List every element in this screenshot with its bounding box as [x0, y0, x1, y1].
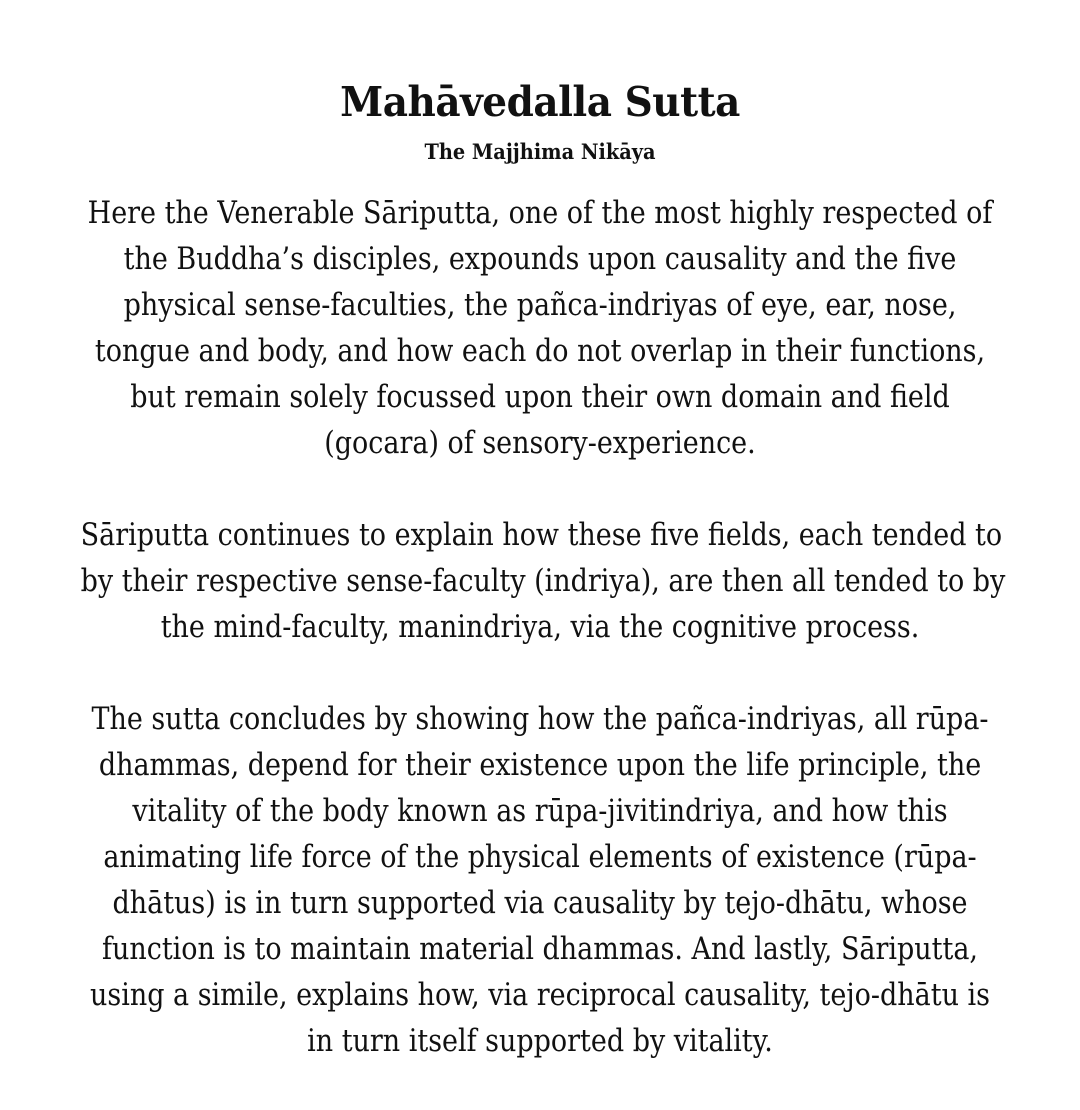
text-line: by their respective sense-faculty (indriya), are then all tended to by — [80, 563, 1006, 599]
text-line: dhātus) is in turn supported via causality by tejo-dhātu, whose — [112, 885, 968, 921]
text-line: Sāriputta continues to explain how these five fields, each tended to — [80, 517, 1003, 553]
text-line: animating life force of the physical elements of existence (rūpa- — [103, 839, 977, 875]
text-line: physical sense-faculties, the pañca-indriyas of eye, ear, nose, — [123, 287, 957, 323]
paragraph-1 — [12, 190, 1068, 466]
page-subtitle: The Majjhima Nikāya — [424, 139, 656, 164]
paragraph-3 — [12, 696, 1068, 1064]
text-line: the Buddha’s disciples, expounds upon causality and the five — [123, 241, 957, 277]
text-line: tongue and body, and how each do not overlap in their functions, — [94, 333, 986, 369]
text-line: using a simile, explains how, via reciprocal causality, tejo-dhātu is — [89, 977, 990, 1013]
text-line: Here the Venerable Sāriputta, one of the most highly respected of — [87, 195, 993, 231]
text-line: The sutta concludes by showing how the pañca-indriyas, all rūpa- — [91, 701, 989, 737]
document-body — [12, 190, 1068, 1110]
text-line: (gocara) of sensory-experience. — [324, 425, 756, 461]
text-line: function is to maintain material dhammas. And lastly, Sāriputta, — [101, 931, 979, 967]
page-title: Mahāvedalla Sutta — [340, 78, 740, 126]
paragraph-2 — [12, 512, 1068, 650]
text-line: vitality of the body known as rūpa-jivitindriya, and how this — [132, 793, 948, 829]
text-line: in turn itself supported by vitality. — [307, 1023, 773, 1059]
text-line: the mind-faculty, manindriya, via the cognitive process. — [160, 609, 920, 645]
text-line: but remain solely focussed upon their own domain and field — [130, 379, 950, 415]
text-line: dhammas, depend for their existence upon the life principle, the — [98, 747, 982, 783]
